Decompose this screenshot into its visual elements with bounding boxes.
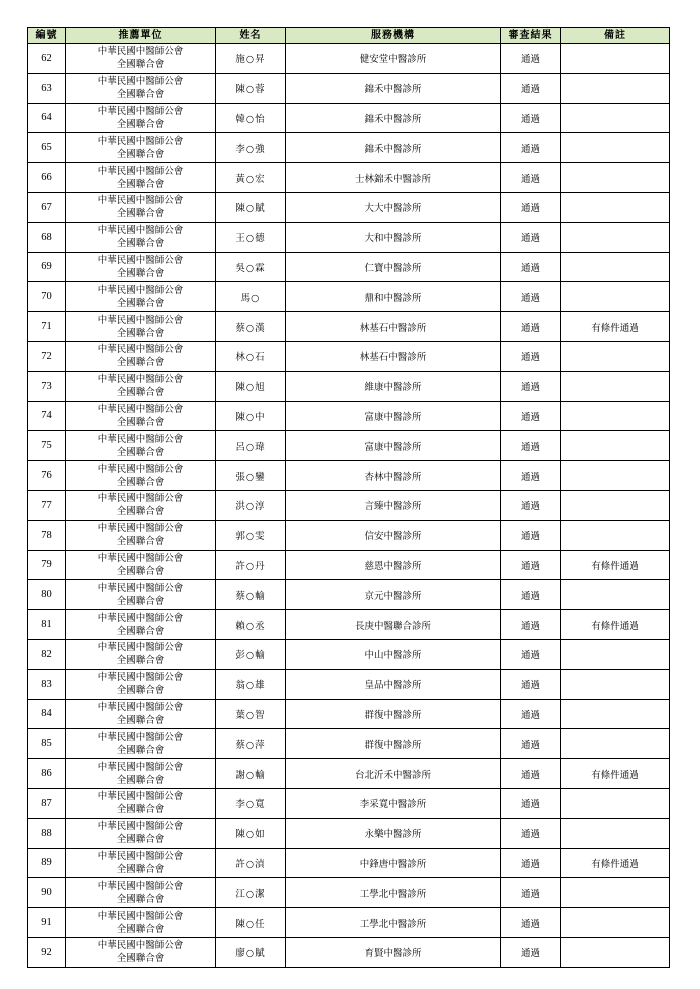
table-row [28,520,670,550]
table-row [28,103,670,133]
table-row [28,133,670,163]
unit-line-2: 全國聯合會 [116,357,165,369]
row-number: 79 [28,550,66,580]
service-organization: 言臻中醫診所 [286,490,501,520]
service-organization: 錦禾中醫診所 [286,73,501,103]
unit-line-2: 全國聯合會 [116,178,165,190]
unit-line-2: 全國聯合會 [116,506,165,518]
review-result: 通過 [501,759,561,789]
table-row [28,580,670,610]
review-result: 通過 [501,908,561,938]
header-result: 審查結果 [501,28,561,44]
recommending-unit [66,103,216,133]
service-organization: 皇品中醫診所 [286,669,501,699]
row-number: 77 [28,490,66,520]
row-number: 88 [28,818,66,848]
remark [561,729,670,759]
recommending-unit [66,908,216,938]
unit-line-2: 全國聯合會 [116,804,165,816]
recommending-unit [66,937,216,967]
service-organization: 富康中醫診所 [286,401,501,431]
person-name: 馬○ [216,282,286,312]
unit-line-2: 全國聯合會 [116,863,165,875]
recommending-unit [66,133,216,163]
table-row [28,461,670,491]
review-result: 通過 [501,818,561,848]
person-name: 蔡○漢 [216,312,286,342]
person-name: 陳○任 [216,908,286,938]
table-row [28,759,670,789]
table-row [28,610,670,640]
unit-line-1: 中華民國中醫師公會 [97,165,184,177]
remark [561,669,670,699]
table-row [28,163,670,193]
recommending-unit [66,401,216,431]
service-organization: 林基石中醫診所 [286,341,501,371]
row-number: 68 [28,222,66,252]
unit-line-1: 中華民國中醫師公會 [97,105,184,117]
review-result: 通過 [501,669,561,699]
recommending-unit [66,192,216,222]
unit-line-1: 中華民國中醫師公會 [97,523,184,535]
recommending-unit [66,73,216,103]
remark [561,520,670,550]
unit-line-1: 中華民國中醫師公會 [97,642,184,654]
remark [561,133,670,163]
recommending-unit [66,878,216,908]
service-organization: 仁寶中醫診所 [286,252,501,282]
remark: 有條件通過 [561,610,670,640]
service-organization: 台北沂禾中醫診所 [286,759,501,789]
person-name: 郭○雯 [216,520,286,550]
review-result: 通過 [501,371,561,401]
service-organization: 長庚中醫聯合診所 [286,610,501,640]
review-results-table [27,27,670,968]
remark [561,908,670,938]
review-result: 通過 [501,490,561,520]
table-row [28,729,670,759]
unit-line-2: 全國聯合會 [116,625,165,637]
unit-line-2: 全國聯合會 [116,387,165,399]
recommending-unit [66,490,216,520]
person-name: 吳○霖 [216,252,286,282]
person-name: 陳○賦 [216,192,286,222]
review-result: 通過 [501,878,561,908]
row-number: 91 [28,908,66,938]
unit-line-1: 中華民國中醫師公會 [97,493,184,505]
table-row [28,848,670,878]
service-organization: 大大中醫診所 [286,192,501,222]
review-result: 通過 [501,312,561,342]
unit-line-1: 中華民國中醫師公會 [97,552,184,564]
review-result: 通過 [501,341,561,371]
remark [561,431,670,461]
person-name: 許○丹 [216,550,286,580]
table-row [28,252,670,282]
service-organization: 錦禾中醫診所 [286,133,501,163]
remark [561,222,670,252]
row-number: 72 [28,341,66,371]
table-row [28,878,670,908]
unit-line-2: 全國聯合會 [116,565,165,577]
person-name: 林○石 [216,341,286,371]
unit-line-2: 全國聯合會 [116,923,165,935]
header-org: 服務機構 [286,28,501,44]
person-name: 陳○如 [216,818,286,848]
remark [561,699,670,729]
row-number: 63 [28,73,66,103]
row-number: 71 [28,312,66,342]
recommending-unit [66,44,216,74]
recommending-unit [66,610,216,640]
review-result: 通過 [501,610,561,640]
person-name: 韓○怡 [216,103,286,133]
remark [561,44,670,74]
recommending-unit [66,550,216,580]
review-result: 通過 [501,937,561,967]
table-row [28,312,670,342]
unit-line-2: 全國聯合會 [116,893,165,905]
remark [561,639,670,669]
recommending-unit [66,341,216,371]
person-name: 彭○輸 [216,639,286,669]
table-row [28,431,670,461]
person-name: 謝○輸 [216,759,286,789]
unit-line-1: 中華民國中醫師公會 [97,433,184,445]
recommending-unit [66,669,216,699]
header-name: 姓名 [216,28,286,44]
person-name: 蔡○萍 [216,729,286,759]
table-row [28,937,670,967]
table-row [28,222,670,252]
service-organization: 京元中醫診所 [286,580,501,610]
person-name: 張○鑾 [216,461,286,491]
service-organization: 中鋒唐中醫診所 [286,848,501,878]
unit-line-1: 中華民國中醫師公會 [97,761,184,773]
unit-line-2: 全國聯合會 [116,297,165,309]
unit-line-2: 全國聯合會 [116,595,165,607]
person-name: 呂○瑋 [216,431,286,461]
service-organization: 維康中醫診所 [286,371,501,401]
unit-line-2: 全國聯合會 [116,148,165,160]
service-organization: 李采寬中醫診所 [286,788,501,818]
unit-line-2: 全國聯合會 [116,327,165,339]
header-row [28,28,670,44]
recommending-unit [66,848,216,878]
recommending-unit [66,312,216,342]
review-result: 通過 [501,103,561,133]
recommending-unit [66,371,216,401]
unit-line-1: 中華民國中醫師公會 [97,225,184,237]
row-number: 64 [28,103,66,133]
row-number: 92 [28,937,66,967]
review-result: 通過 [501,550,561,580]
recommending-unit [66,580,216,610]
person-name: 李○寬 [216,788,286,818]
header-unit: 推薦單位 [66,28,216,44]
unit-line-2: 全國聯合會 [116,685,165,697]
table-row [28,490,670,520]
table-row [28,818,670,848]
unit-line-1: 中華民國中醫師公會 [97,940,184,952]
unit-line-1: 中華民國中醫師公會 [97,791,184,803]
unit-line-1: 中華民國中醫師公會 [97,850,184,862]
unit-line-1: 中華民國中醫師公會 [97,880,184,892]
review-result: 通過 [501,401,561,431]
unit-line-2: 全國聯合會 [116,714,165,726]
table-row [28,341,670,371]
table-row [28,73,670,103]
unit-line-1: 中華民國中醫師公會 [97,314,184,326]
table-row [28,282,670,312]
service-organization: 林基石中醫診所 [286,312,501,342]
unit-line-2: 全國聯合會 [116,655,165,667]
unit-line-2: 全國聯合會 [116,446,165,458]
table-row [28,699,670,729]
unit-line-1: 中華民國中醫師公會 [97,582,184,594]
person-name: 洪○淳 [216,490,286,520]
person-name: 陳○中 [216,401,286,431]
row-number: 84 [28,699,66,729]
review-result: 通過 [501,848,561,878]
row-number: 85 [28,729,66,759]
review-result: 通過 [501,133,561,163]
service-organization: 中山中醫診所 [286,639,501,669]
unit-line-1: 中華民國中醫師公會 [97,254,184,266]
person-name: 黃○宏 [216,163,286,193]
person-name: 葉○智 [216,699,286,729]
person-name: 許○湞 [216,848,286,878]
row-number: 75 [28,431,66,461]
unit-line-2: 全國聯合會 [116,774,165,786]
unit-line-2: 全國聯合會 [116,89,165,101]
review-result: 通過 [501,520,561,550]
service-organization: 工學北中醫診所 [286,878,501,908]
table-row [28,371,670,401]
review-result: 通過 [501,44,561,74]
row-number: 65 [28,133,66,163]
row-number: 80 [28,580,66,610]
unit-line-1: 中華民國中醫師公會 [97,612,184,624]
remark [561,252,670,282]
person-name: 蔡○輸 [216,580,286,610]
row-number: 62 [28,44,66,74]
review-result: 通過 [501,222,561,252]
remark [561,788,670,818]
unit-line-1: 中華民國中醫師公會 [97,821,184,833]
service-organization: 群復中醫診所 [286,699,501,729]
service-organization: 育賢中醫診所 [286,937,501,967]
unit-line-1: 中華民國中醫師公會 [97,672,184,684]
review-result: 通過 [501,580,561,610]
table-row [28,192,670,222]
row-number: 81 [28,610,66,640]
recommending-unit [66,818,216,848]
unit-line-2: 全國聯合會 [116,416,165,428]
unit-line-1: 中華民國中醫師公會 [97,135,184,147]
recommending-unit [66,699,216,729]
review-result: 通過 [501,163,561,193]
remark [561,580,670,610]
row-number: 76 [28,461,66,491]
row-number: 87 [28,788,66,818]
remark [561,341,670,371]
row-number: 86 [28,759,66,789]
recommending-unit [66,461,216,491]
review-result: 通過 [501,192,561,222]
unit-line-1: 中華民國中醫師公會 [97,374,184,386]
table-row [28,44,670,74]
unit-line-1: 中華民國中醫師公會 [97,701,184,713]
remark [561,461,670,491]
recommending-unit [66,759,216,789]
table-row [28,669,670,699]
review-result: 通過 [501,252,561,282]
review-result: 通過 [501,431,561,461]
review-result: 通過 [501,73,561,103]
unit-line-1: 中華民國中醫師公會 [97,195,184,207]
review-result: 通過 [501,699,561,729]
unit-line-1: 中華民國中醫師公會 [97,284,184,296]
recommending-unit [66,520,216,550]
table-row [28,639,670,669]
table-row [28,401,670,431]
service-organization: 信安中醫診所 [286,520,501,550]
service-organization: 永樂中醫診所 [286,818,501,848]
unit-line-2: 全國聯合會 [116,953,165,965]
unit-line-2: 全國聯合會 [116,267,165,279]
remark [561,818,670,848]
row-number: 70 [28,282,66,312]
remark [561,937,670,967]
row-number: 66 [28,163,66,193]
person-name: 施○昇 [216,44,286,74]
service-organization: 慈恩中醫診所 [286,550,501,580]
unit-line-1: 中華民國中醫師公會 [97,46,184,58]
person-name: 陳○蓉 [216,73,286,103]
remark: 有條件通過 [561,550,670,580]
person-name: 李○強 [216,133,286,163]
recommending-unit [66,639,216,669]
remark: 有條件通過 [561,759,670,789]
remark: 有條件通過 [561,848,670,878]
remark [561,371,670,401]
unit-line-2: 全國聯合會 [116,59,165,71]
unit-line-1: 中華民國中醫師公會 [97,731,184,743]
row-number: 67 [28,192,66,222]
header-no: 編號 [28,28,66,44]
review-result: 通過 [501,639,561,669]
unit-line-2: 全國聯合會 [116,744,165,756]
unit-line-2: 全國聯合會 [116,476,165,488]
person-name: 翁○雄 [216,669,286,699]
row-number: 82 [28,639,66,669]
unit-line-2: 全國聯合會 [116,834,165,846]
recommending-unit [66,788,216,818]
row-number: 73 [28,371,66,401]
service-organization: 富康中醫診所 [286,431,501,461]
header-note: 備註 [561,28,670,44]
remark [561,192,670,222]
recommending-unit [66,282,216,312]
service-organization: 士林錦禾中醫診所 [286,163,501,193]
review-result: 通過 [501,461,561,491]
recommending-unit [66,163,216,193]
recommending-unit [66,252,216,282]
unit-line-2: 全國聯合會 [116,238,165,250]
table-row [28,908,670,938]
person-name: 賴○丞 [216,610,286,640]
recommending-unit [66,729,216,759]
table-body [28,44,670,968]
table-row [28,550,670,580]
row-number: 83 [28,669,66,699]
unit-line-2: 全國聯合會 [116,536,165,548]
person-name: 陳○旭 [216,371,286,401]
service-organization: 群復中醫診所 [286,729,501,759]
unit-line-1: 中華民國中醫師公會 [97,403,184,415]
remark [561,490,670,520]
person-name: 廖○賦 [216,937,286,967]
review-result: 通過 [501,788,561,818]
service-organization: 工學北中醫診所 [286,908,501,938]
unit-line-1: 中華民國中醫師公會 [97,910,184,922]
review-result: 通過 [501,729,561,759]
remark [561,282,670,312]
unit-line-2: 全國聯合會 [116,118,165,130]
unit-line-1: 中華民國中醫師公會 [97,463,184,475]
unit-line-1: 中華民國中醫師公會 [97,344,184,356]
service-organization: 鼎和中醫診所 [286,282,501,312]
service-organization: 杏林中醫診所 [286,461,501,491]
unit-line-1: 中華民國中醫師公會 [97,76,184,88]
service-organization: 健安堂中醫診所 [286,44,501,74]
remark [561,103,670,133]
table-row [28,788,670,818]
service-organization: 錦禾中醫診所 [286,103,501,133]
remark [561,878,670,908]
person-name: 江○潔 [216,878,286,908]
row-number: 90 [28,878,66,908]
remark: 有條件通過 [561,312,670,342]
remark [561,163,670,193]
service-organization: 大和中醫診所 [286,222,501,252]
row-number: 69 [28,252,66,282]
person-name: 王○德 [216,222,286,252]
recommending-unit [66,431,216,461]
remark [561,401,670,431]
review-result: 通過 [501,282,561,312]
unit-line-2: 全國聯合會 [116,208,165,220]
remark [561,73,670,103]
recommending-unit [66,222,216,252]
row-number: 78 [28,520,66,550]
row-number: 74 [28,401,66,431]
row-number: 89 [28,848,66,878]
